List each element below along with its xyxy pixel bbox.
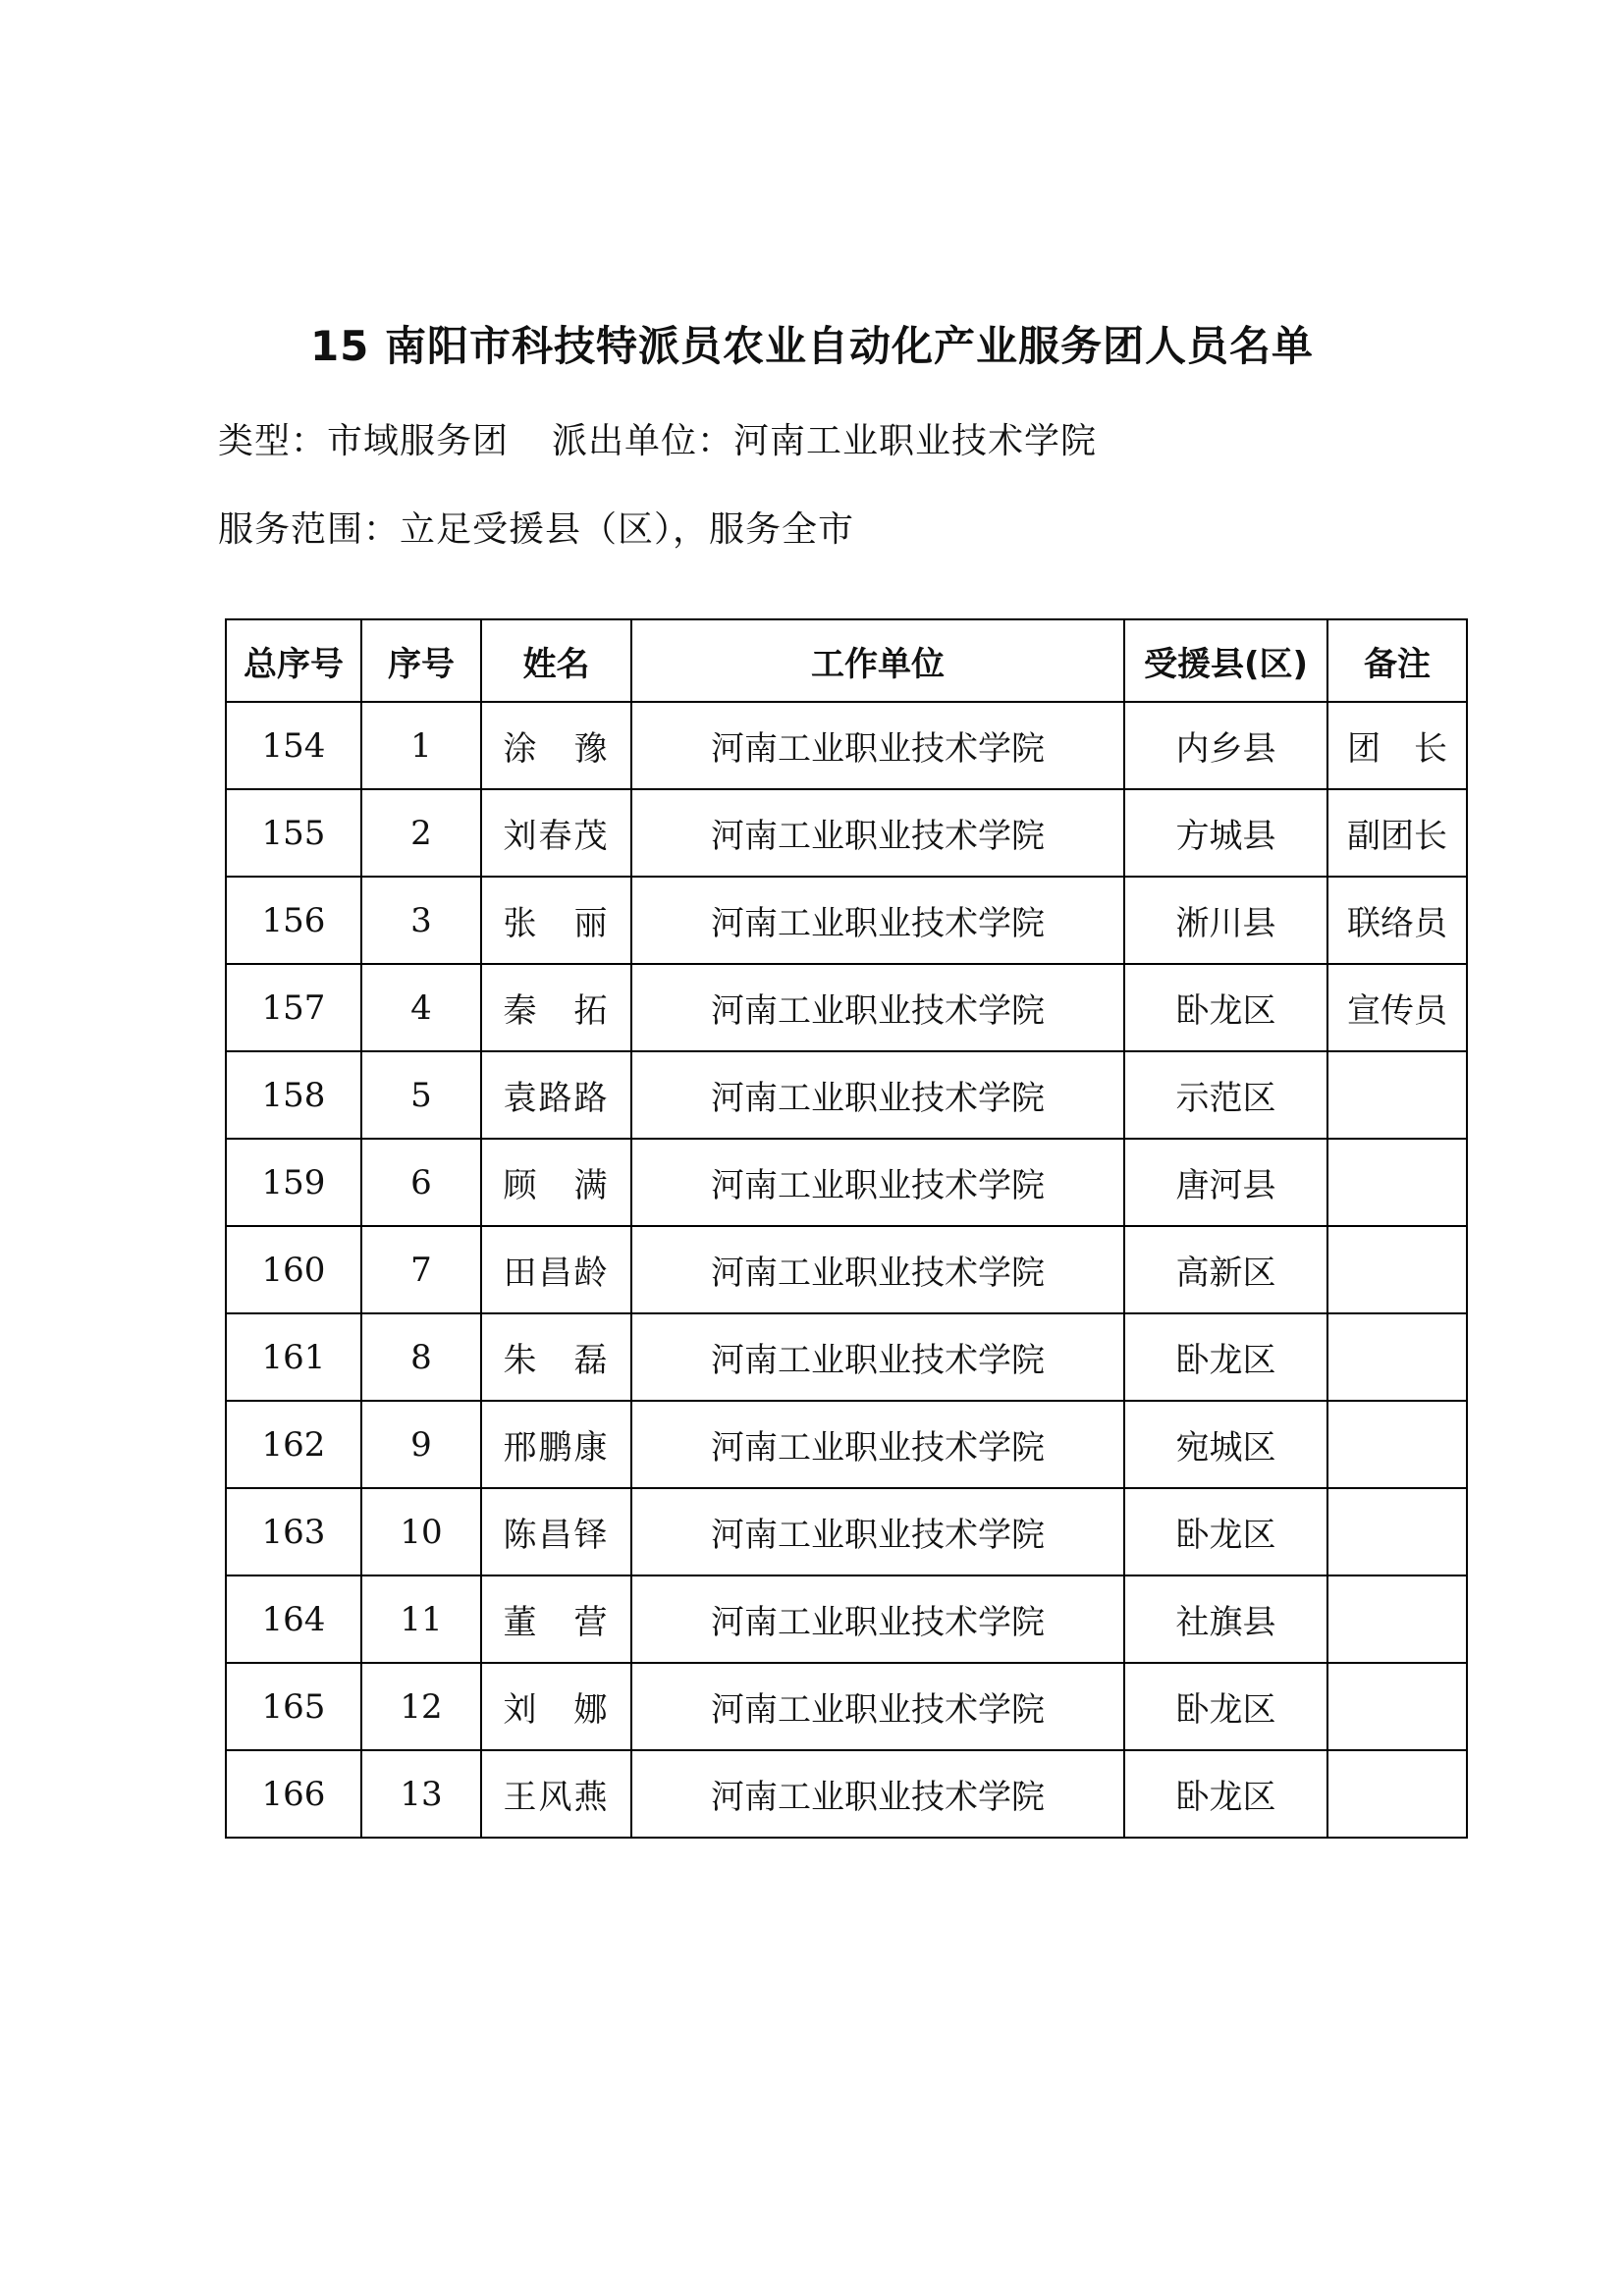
cell-total-no: 165 [226, 1663, 361, 1750]
cell-total-no: 160 [226, 1226, 361, 1313]
cell-note [1327, 1139, 1467, 1226]
cell-total-no: 158 [226, 1051, 361, 1139]
cell-no: 13 [361, 1750, 481, 1838]
cell-county: 卧龙区 [1124, 1313, 1327, 1401]
header-no: 序号 [361, 619, 481, 702]
cell-note: 宣传员 [1327, 964, 1467, 1051]
cell-name: 张 丽 [481, 877, 631, 964]
cell-no: 8 [361, 1313, 481, 1401]
table-row [226, 1663, 1467, 1750]
cell-unit: 河南工业职业技术学院 [631, 1139, 1124, 1226]
cell-total-no: 166 [226, 1750, 361, 1838]
cell-note [1327, 1226, 1467, 1313]
cell-total-no: 157 [226, 964, 361, 1051]
table-row [226, 1575, 1467, 1663]
header-total-no: 总序号 [226, 619, 361, 702]
cell-unit: 河南工业职业技术学院 [631, 1051, 1124, 1139]
table-header-row [226, 619, 1467, 702]
header-name: 姓名 [481, 619, 631, 702]
cell-county: 示范区 [1124, 1051, 1327, 1139]
table-row [226, 1313, 1467, 1401]
cell-no: 3 [361, 877, 481, 964]
header-note: 备注 [1327, 619, 1467, 702]
cell-note [1327, 1051, 1467, 1139]
cell-county: 唐河县 [1124, 1139, 1327, 1226]
table-row [226, 702, 1467, 789]
cell-name: 刘春茂 [481, 789, 631, 877]
type-label: 类型： [218, 421, 328, 461]
cell-note: 团 长 [1327, 702, 1467, 789]
type-value: 市域服务团 [327, 421, 510, 461]
cell-name: 董 营 [481, 1575, 631, 1663]
cell-county: 卧龙区 [1124, 1750, 1327, 1838]
cell-total-no: 155 [226, 789, 361, 877]
table-row [226, 964, 1467, 1051]
cell-name: 秦 拓 [481, 964, 631, 1051]
cell-no: 10 [361, 1488, 481, 1575]
cell-no: 12 [361, 1663, 481, 1750]
table-row [226, 1488, 1467, 1575]
cell-note [1327, 1401, 1467, 1488]
table-row [226, 789, 1467, 877]
table-row [226, 877, 1467, 964]
cell-note [1327, 1313, 1467, 1401]
table-row [226, 1139, 1467, 1226]
cell-unit: 河南工业职业技术学院 [631, 1750, 1124, 1838]
cell-county: 宛城区 [1124, 1401, 1327, 1488]
cell-note: 副团长 [1327, 789, 1467, 877]
scope-value: 立足受援县（区），服务全市 [400, 509, 855, 550]
cell-county: 卧龙区 [1124, 964, 1327, 1051]
cell-unit: 河南工业职业技术学院 [631, 1488, 1124, 1575]
cell-total-no: 164 [226, 1575, 361, 1663]
cell-total-no: 159 [226, 1139, 361, 1226]
cell-total-no: 156 [226, 877, 361, 964]
cell-total-no: 154 [226, 702, 361, 789]
table-row [226, 1051, 1467, 1139]
cell-note: 联络员 [1327, 877, 1467, 964]
cell-name: 田昌龄 [481, 1226, 631, 1313]
cell-county: 方城县 [1124, 789, 1327, 877]
cell-unit: 河南工业职业技术学院 [631, 702, 1124, 789]
cell-name: 涂 豫 [481, 702, 631, 789]
table-row [226, 1750, 1467, 1838]
cell-name: 朱 磊 [481, 1313, 631, 1401]
cell-unit: 河南工业职业技术学院 [631, 1313, 1124, 1401]
header-county: 受援县(区) [1124, 619, 1327, 702]
cell-county: 淅川县 [1124, 877, 1327, 964]
cell-county: 卧龙区 [1124, 1488, 1327, 1575]
cell-county: 社旗县 [1124, 1575, 1327, 1663]
cell-name: 顾 满 [481, 1139, 631, 1226]
type-line [218, 412, 1097, 471]
cell-no: 7 [361, 1226, 481, 1313]
unit-value: 河南工业职业技术学院 [733, 421, 1098, 461]
cell-name: 邢鹏康 [481, 1401, 631, 1488]
table-body [226, 702, 1467, 1838]
cell-unit: 河南工业职业技术学院 [631, 789, 1124, 877]
cell-unit: 河南工业职业技术学院 [631, 1401, 1124, 1488]
cell-total-no: 162 [226, 1401, 361, 1488]
cell-note [1327, 1575, 1467, 1663]
cell-county: 高新区 [1124, 1226, 1327, 1313]
member-table [225, 618, 1468, 1839]
cell-name: 陈昌铎 [481, 1488, 631, 1575]
cell-no: 1 [361, 702, 481, 789]
cell-no: 4 [361, 964, 481, 1051]
table-row [226, 1401, 1467, 1488]
cell-name: 王风燕 [481, 1750, 631, 1838]
cell-unit: 河南工业职业技术学院 [631, 1575, 1124, 1663]
page-title: 15 南阳市科技特派员农业自动化产业服务团人员名单 [309, 322, 1315, 370]
cell-note [1327, 1488, 1467, 1575]
cell-total-no: 163 [226, 1488, 361, 1575]
table-row [226, 1226, 1467, 1313]
cell-note [1327, 1750, 1467, 1838]
cell-total-no: 161 [226, 1313, 361, 1401]
header-unit: 工作单位 [631, 619, 1124, 702]
cell-no: 2 [361, 789, 481, 877]
cell-county: 内乡县 [1124, 702, 1327, 789]
cell-unit: 河南工业职业技术学院 [631, 877, 1124, 964]
cell-unit: 河南工业职业技术学院 [631, 1663, 1124, 1750]
cell-note [1327, 1663, 1467, 1750]
cell-unit: 河南工业职业技术学院 [631, 1226, 1124, 1313]
cell-unit: 河南工业职业技术学院 [631, 964, 1124, 1051]
cell-no: 6 [361, 1139, 481, 1226]
cell-no: 11 [361, 1575, 481, 1663]
cell-name: 袁路路 [481, 1051, 631, 1139]
cell-name: 刘 娜 [481, 1663, 631, 1750]
scope-label: 服务范围： [218, 509, 401, 550]
cell-no: 5 [361, 1051, 481, 1139]
scope-line [218, 501, 854, 560]
unit-label: 派出单位： [552, 421, 734, 461]
cell-county: 卧龙区 [1124, 1663, 1327, 1750]
cell-no: 9 [361, 1401, 481, 1488]
